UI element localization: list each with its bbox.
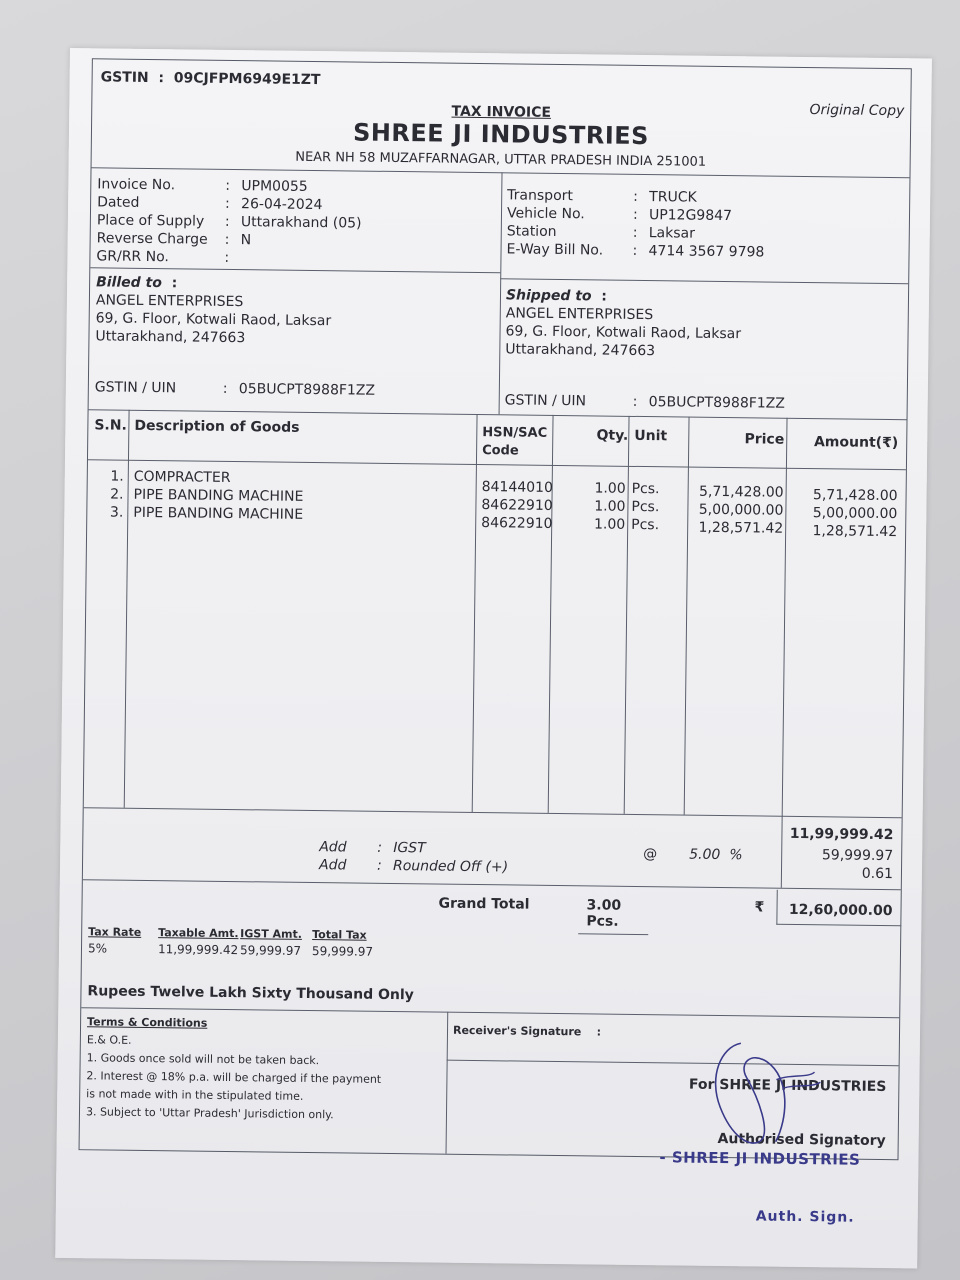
meta-label: Vehicle No. <box>506 205 585 223</box>
billed-to-gstin-label: GSTIN / UIN <box>94 379 177 397</box>
signature-scribble <box>680 1037 899 1160</box>
meta-row: GR/RR No. : <box>96 248 230 266</box>
transport-mode: TRUCK <box>649 189 697 206</box>
items-sn <box>89 467 124 521</box>
grand-total-label: Grand Total <box>438 895 530 913</box>
col-unit-header: Unit <box>634 427 668 445</box>
shipped-to-gstin-value: 05BUCPT8988F1ZZ <box>648 394 786 412</box>
items-desc <box>133 468 303 524</box>
col-desc-header: Description of Goods <box>134 417 300 436</box>
total-tax-header: Total Tax <box>312 928 367 942</box>
items-hsn <box>481 478 553 533</box>
add-label: Add <box>319 839 347 856</box>
table-row-qty: 1.00 <box>594 498 626 515</box>
terms-line: is not made with in the stipulated time. <box>86 1087 304 1103</box>
signature-stroke <box>715 1043 786 1144</box>
table-row-amount: 1,28,571.42 <box>812 523 898 541</box>
tax-rate-header: Tax Rate <box>88 925 142 939</box>
items-price <box>691 483 784 538</box>
igst-amt-value: 59,999.97 <box>239 943 302 958</box>
terms-line: 2. Interest @ 18% p.a. will be charged if the payment <box>86 1069 382 1086</box>
meta-row: Station : Laksar <box>506 223 696 242</box>
shipped-to-block: Shipped to : ANGEL ENTERPRISES 69, G. Floor, Kotwali Raod, Laksar Uttarakhand, 247663 <box>505 286 741 361</box>
billed-to-gstin-value: 05BUCPT8988F1ZZ <box>238 381 376 399</box>
invoice-date: 26-04-2024 <box>241 196 323 214</box>
company-address: NEAR NH 58 MUZAFFARNAGAR, UTTAR PRADESH INDIA 251001 <box>295 149 707 170</box>
igst-amt-header: IGST Amt. <box>240 927 303 941</box>
transport-meta <box>506 186 765 261</box>
meta-row: Place of Supply : Uttarakhand (05) <box>96 212 362 232</box>
add-amounts <box>783 846 893 883</box>
terms-line: 1. Goods once sold will not be taken back. <box>86 1051 320 1068</box>
terms-block <box>86 1013 382 1125</box>
shipped-to-gstin-label: GSTIN / UIN <box>504 392 587 410</box>
meta-label: GR/RR No. <box>96 248 170 266</box>
shipped-to-address1: 69, G. Floor, Kotwali Raod, Laksar <box>505 323 742 343</box>
rounded-off-label: Rounded Off (+) <box>392 858 509 876</box>
table-row-desc: PIPE BANDING MACHINE <box>133 504 304 523</box>
col-qty-header: Qty. <box>596 427 629 444</box>
table-row-hsn: 84622910 <box>481 515 553 532</box>
table-row-price: 5,00,000.00 <box>698 501 784 519</box>
copy-label: Original Copy <box>809 102 905 120</box>
meta-label: Transport <box>507 187 574 205</box>
table-row-amount: 5,00,000.00 <box>812 505 898 523</box>
seller-gstin-label: GSTIN <box>100 69 149 86</box>
meta-label: E-Way Bill No. <box>506 241 604 259</box>
place-of-supply: Uttarakhand (05) <box>240 214 362 232</box>
rule-terms-vertical <box>446 1012 449 1154</box>
billed-to-address1: 69, G. Floor, Kotwali Raod, Laksar <box>95 310 332 330</box>
billed-to-gstin: GSTIN / UIN : 05BUCPT8988F1ZZ <box>94 379 376 399</box>
stamp-auth-sign: Auth. Sign. <box>755 1208 855 1226</box>
table-row-amount: 5,71,428.00 <box>812 487 898 505</box>
col-price-header: Price <box>744 431 785 448</box>
tax-rate-value: 5% <box>87 941 108 956</box>
rule-shipped-top <box>500 278 908 284</box>
invoice-number: UPM0055 <box>241 178 308 195</box>
table-row-sn: 1. <box>110 468 124 485</box>
billed-to-block: Billed to : ANGEL ENTERPRISES 69, G. Floor, Kotwali Raod, Laksar Uttarakhand, 247663 <box>95 273 331 348</box>
company-name: SHREE JI INDUSTRIES <box>352 118 650 151</box>
rule-billed-top <box>90 267 500 273</box>
shipped-to-address2: Uttarakhand, 247663 <box>505 341 656 360</box>
taxable-amt-header: Taxable Amt. <box>158 926 239 941</box>
seller-gstin-sep: : <box>158 70 165 87</box>
shipped-to-heading: Shipped to <box>505 287 592 305</box>
items-qty <box>553 479 626 534</box>
col-hsn-header-line2: Code <box>482 443 519 459</box>
table-row-qty: 1.00 <box>593 516 626 533</box>
table-row-desc: COMPRACTER <box>133 468 231 486</box>
rupee-symbol: ₹ <box>754 899 765 916</box>
taxable-amt-value: 11,99,999.42 <box>157 942 239 958</box>
meta-label: Station <box>506 223 557 240</box>
billed-to-address2: Uttarakhand, 247663 <box>95 328 246 347</box>
items-unit <box>631 480 660 534</box>
igst-rate-value: 5.00 <box>689 846 721 864</box>
vehicle-number: UP12G9847 <box>648 207 733 225</box>
igst-at: @ <box>643 846 658 863</box>
col-hsn-header-line1: HSN/SAC <box>482 425 548 441</box>
col-rule <box>124 410 130 808</box>
receiver-signature-label <box>453 1024 601 1039</box>
add-labels: Add : IGST Add : Rounded Off (+) <box>318 839 509 876</box>
col-sn-header: S.N. <box>94 417 127 434</box>
grand-total-amount: 12,60,000.00 <box>788 901 893 920</box>
items-amount <box>787 486 898 541</box>
tax-summary-row <box>88 939 382 961</box>
subtotal-amount: 11,99,999.42 <box>789 825 894 844</box>
amount-in-words: Rupees Twelve Lakh Sixty Thousand Only <box>87 983 414 1004</box>
table-row-sn: 3. <box>109 504 124 521</box>
total-qty: 3.00 <box>586 897 622 914</box>
table-row-hsn: 84622910 <box>481 497 553 514</box>
reverse-charge: N <box>240 232 252 249</box>
seller-gstin <box>101 69 321 88</box>
receiver-label-text: Receiver's Signature <box>452 1023 582 1039</box>
meta-label: Invoice No. <box>97 176 176 194</box>
eway-bill-number: 4714 3567 9798 <box>648 243 765 261</box>
table-row-price: 1,28,571.42 <box>698 519 784 537</box>
igst-label: IGST <box>393 840 426 857</box>
company-stamp: - SHREE JI INDUSTRIES <box>659 1148 861 1169</box>
billed-to-heading: Billed to <box>96 274 163 292</box>
table-row-hsn: 84144010 <box>481 479 554 496</box>
meta-row: E-Way Bill No. : 4714 3567 9798 <box>506 241 765 261</box>
igst-percent-sign: % <box>729 847 743 864</box>
meta-label: Dated <box>97 194 140 211</box>
rule-grand-top <box>83 879 901 890</box>
invoice-meta <box>96 175 362 268</box>
col-rule <box>684 417 690 815</box>
col-hsn-header <box>482 424 547 461</box>
meta-row: Invoice No. : UPM0055 <box>97 176 308 195</box>
grand-total-qty <box>578 897 648 935</box>
table-row-unit: Pcs. <box>631 516 660 534</box>
total-unit: Pcs. <box>586 913 619 930</box>
invoice-form <box>79 58 912 1169</box>
table-row-desc: PIPE BANDING MACHINE <box>133 486 304 505</box>
meta-label: Reverse Charge <box>96 230 208 248</box>
col-rule <box>624 416 630 814</box>
col-amount-header: Amount(₹) <box>813 434 899 452</box>
doc-title: TAX INVOICE <box>451 103 552 121</box>
total-tax-value: 59,999.97 <box>311 944 374 959</box>
terms-line: 3. Subject to 'Uttar Pradesh' Jurisdiction only. <box>85 1105 334 1122</box>
add-label: Add <box>318 857 347 874</box>
terms-line: E.& O.E. <box>86 1033 132 1047</box>
meta-row: Vehicle No. : UP12G9847 <box>506 205 733 225</box>
for-company: For SHREE JI INDUSTRIES <box>688 1076 887 1096</box>
meta-row: Transport : TRUCK <box>507 187 697 206</box>
shipped-to-name: ANGEL ENTERPRISES <box>505 305 654 324</box>
shipped-to-gstin: GSTIN / UIN : 05BUCPT8988F1ZZ <box>504 392 786 412</box>
meta-label: Place of Supply <box>96 212 205 230</box>
igst-amount: 59,999.97 <box>821 847 894 865</box>
invoice-paper <box>55 48 932 1268</box>
rule-items-bottom <box>84 807 902 818</box>
table-row-qty: 1.00 <box>594 480 626 497</box>
terms-heading: Terms & Conditions <box>87 1015 208 1030</box>
table-row-sn: 2. <box>110 486 124 503</box>
rule-mid-vertical <box>499 172 503 414</box>
col-rule <box>472 414 478 812</box>
tax-summary <box>88 925 382 961</box>
meta-row: Reverse Charge : N <box>96 230 252 249</box>
billed-to-name: ANGEL ENTERPRISES <box>95 292 244 311</box>
table-row-price: 5,71,428.00 <box>698 483 784 501</box>
table-row-unit: Pcs. <box>631 480 660 498</box>
igst-rate <box>689 847 743 864</box>
rounded-off-amount: 0.61 <box>861 865 894 883</box>
station: Laksar <box>648 225 696 242</box>
authorised-signatory: Authorised Signatory <box>717 1130 886 1150</box>
seller-gstin-value: 09CJFPM6949E1ZT <box>173 70 321 89</box>
receiver-label-sep: : <box>596 1025 602 1039</box>
col-rule <box>548 415 554 813</box>
table-row-unit: Pcs. <box>631 498 660 516</box>
meta-row: Dated : 26-04-2024 <box>97 194 323 214</box>
